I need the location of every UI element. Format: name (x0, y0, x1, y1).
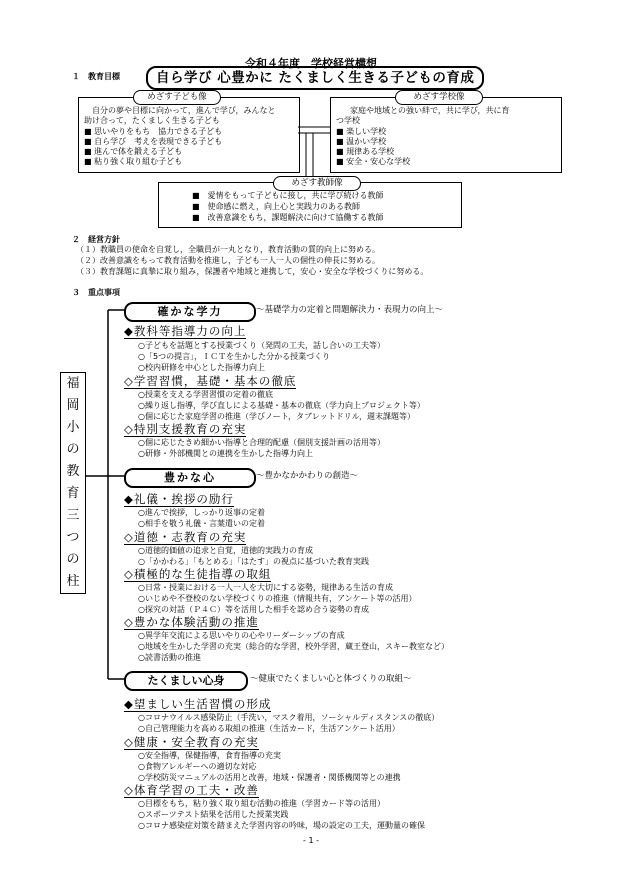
pillar-heading: たくましい心身 (124, 671, 248, 691)
child-goal-item: ■ 進んで体を鍛える子ども (84, 147, 183, 156)
focus-item: ○コロナウイルス感染防止（手洗い，マスク着用，ソーシャルディスタンスの徹底） (138, 713, 440, 722)
teacher-goal-item: ■ 使命感に燃え，向上心と実践力のある教師 (192, 202, 361, 211)
child-goal-intro: 自分の夢や目標に向かって，進んで学び，みんなと (92, 106, 276, 115)
focus-item: ○繰り返し指導，学び直しによる基礎・基本の徹底（学力向上プロジェクト等） (138, 401, 425, 410)
focus-item: ○安全指導，保健指導，食育指導の充実 (138, 751, 281, 760)
section1-label: １ 教育目標 (72, 72, 120, 81)
policy-item: （３）教育課題に真摯に取り組み，保護者や地域と連携して，安心・安全な学校づくりに努める。 (76, 267, 429, 276)
focus-item: ○異学年交流による思いやりの心やリーダーシップの育成 (138, 631, 345, 640)
focus-item: ○日常・授業における一人一人を大切にする姿勢，規律ある生活の育成 (138, 583, 393, 592)
focus-item: ○地域を生かした学習の充実（総合的な学習，校外学習，蔵王登山，スキー教室など） (138, 642, 449, 651)
focus-group-title: ◇特別支援教育の充実 (124, 422, 247, 436)
focus-item: ○「5つの提言」，ＩＣＴを生かした分かる授業づくり (138, 352, 331, 361)
focus-item: ○食物アレルギーへの適切な対応 (138, 762, 257, 771)
focus-item: ○「かかわる」「もとめる」「はたす」の視点に基づいた教育実践 (138, 557, 369, 566)
focus-item: ○子どもを話題とする授業づくり（発問の工夫，話し合いの工夫等） (138, 341, 385, 350)
focus-group-title: ◆礼儀・挨拶の励行 (124, 492, 234, 506)
school-goal-heading: めざす学校像 (395, 90, 483, 105)
school-goal-intro: 家庭や地域との強い絆で，共に学び，共に育 (350, 106, 510, 115)
focus-item: ○探究の対話（Ｐ４Ｃ）等を活用した相手を認め合う姿勢の育成 (138, 605, 369, 614)
page-number: - 1 - (303, 836, 319, 845)
pillar-heading: 豊かな心 (124, 468, 256, 488)
vertical-char: の (66, 552, 80, 567)
policy-item: （１）教職員の使命を自覚し，全職員が一丸となり，教育活動の質的向上に努める。 (76, 245, 380, 254)
pillar-note: ～健康でたくましい心と体づくりの取組～ (250, 674, 412, 684)
school-goal-item: ■ 温かい学校 (336, 137, 387, 146)
teacher-goal-item: ■ 愛情をもって子どもに接し，共に学び続ける教師 (192, 191, 384, 200)
focus-item: ○道徳的価値の追求と自覚，道徳的実践力の育成 (138, 546, 313, 555)
policy-item: （２）改善意識をもって教育活動を推進し，子ども一人一人の個性の伸長に努める。 (76, 256, 380, 265)
child-goal-item: ■ 思いやりをもち 協力できる子ども (84, 127, 223, 136)
pillars-vertical-title (60, 372, 86, 594)
vertical-char: の (66, 442, 80, 457)
teacher-goal-heading: めざす教師像 (273, 176, 361, 191)
focus-item: ○個に応じた家庭学習の推進（学びノート，タブレットドリル，週末課題等） (138, 412, 415, 421)
document-title: 令和４年度 学校経営構想 (245, 57, 377, 70)
focus-item: ○校内研修を中心とした指導力向上 (138, 363, 265, 372)
focus-item: ○学校防災マニュアルの活用と改善，地域・保護者・関係機関等との連携 (138, 773, 401, 782)
focus-item: ○読書活動の推進 (138, 653, 201, 662)
vertical-char: 柱 (66, 574, 80, 589)
focus-group-title: ◇体育学習の工夫・改善 (124, 783, 259, 797)
focus-item: ○個に応じたきめ細かい指導と合理的配慮（個別支援計画の活用等） (138, 438, 385, 447)
school-goal-item: ■ 規律ある学校 (336, 147, 395, 156)
school-goal-item: ■ 楽しい学校 (336, 127, 387, 136)
focus-item: ○目標をもち，粘り強く取り組む活動の推進（学習カード等の活用） (138, 799, 385, 808)
section2-label: ２ 経営方針 (72, 235, 120, 244)
focus-item: ○自己管理能力を高める取組の推進（生活カード，生活アンケート活用） (138, 724, 400, 733)
focus-item: ○コロナ感染症対策を踏まえた学習内容の吟味，場の設定の工夫，運動量の確保 (138, 821, 425, 830)
vertical-char: つ (66, 530, 80, 545)
vertical-char: 育 (66, 486, 80, 501)
focus-group-title: ◆望ましい生活習慣の形成 (124, 697, 272, 711)
child-goal-item: ■ 粘り強く取り組む子ども (84, 157, 183, 166)
vertical-char: 岡 (66, 398, 80, 413)
pillar-heading: 確かな学力 (124, 302, 256, 322)
focus-group-title: ◇健康・安全教育の充実 (124, 735, 259, 749)
focus-item: ○進んで挨拶，しっかり返事の定着 (138, 508, 265, 517)
child-goal-intro-cont: 助け合って，たくましく生きる子ども (84, 116, 220, 125)
vertical-char: 福 (66, 376, 80, 391)
section3-label: ３ 重点事項 (72, 288, 120, 297)
focus-item: ○授業を支える学習習慣の定着の徹底 (138, 390, 273, 399)
child-goal-item: ■ 自ら学び 考えを表現できる子ども (84, 137, 223, 146)
focus-group-title: ◇豊かな体験活動の推進 (124, 615, 259, 629)
pillar-note: ～豊かなかかわりの創造～ (256, 471, 359, 481)
teacher-goal-item: ■ 改善意識をもち，課題解決に向けて協働する教師 (192, 213, 384, 222)
school-goal-intro-cont: つ学校 (336, 116, 360, 125)
focus-group-title: ◇積極的な生徒指導の取組 (124, 567, 272, 581)
vertical-char: 教 (66, 464, 80, 479)
pillar-note: ～基礎学力の定着と問題解決力・表現力の向上～ (256, 305, 444, 315)
focus-group-title: ◆教科等指導力の向上 (124, 324, 247, 338)
school-goal-item: ■ 安全・安心な学校 (336, 157, 411, 166)
vertical-char: 三 (66, 508, 80, 523)
focus-group-title: ◇道徳・志教育の充実 (124, 530, 247, 544)
focus-item: ○相手を敬う礼儀・言葉遣いの定着 (138, 519, 265, 528)
focus-group-title: ◇学習習慣，基礎・基本の徹底 (124, 374, 297, 388)
education-motto: 自ら学び 心豊かに たくましく生きる子どもの育成 (146, 66, 484, 90)
focus-item: ○いじめや不登校のない学校づくりの推進（情報共有，アンケート等の活用） (138, 594, 417, 603)
child-goal-heading: めざす子ども像 (133, 90, 221, 105)
focus-item: ○研修・外部機関との連携を生かした指導力向上 (138, 449, 313, 458)
focus-item: ○スポーツテスト結果を活用した授業実践 (138, 810, 289, 819)
vertical-char: 小 (66, 420, 80, 435)
